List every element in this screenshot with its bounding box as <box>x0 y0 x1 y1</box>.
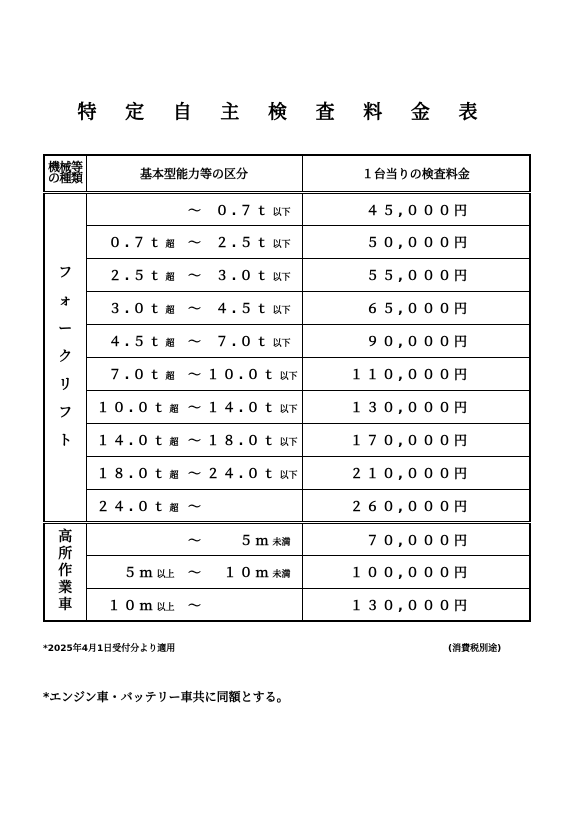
fee-amount: ９０,０００ <box>366 335 454 350</box>
table-header-row <box>44 155 530 192</box>
fee-cell <box>302 423 530 456</box>
category-aerial <box>44 522 86 621</box>
range-tilde: ～ <box>187 533 201 549</box>
range-upper <box>207 265 291 284</box>
range-lower <box>96 397 179 416</box>
same-fee-note: *エンジン車・バッテリー車共に同額とする。 <box>43 690 289 704</box>
range-upper <box>207 599 291 614</box>
capacity-range <box>87 496 302 515</box>
fee-yen: 円 <box>453 203 467 219</box>
table-row <box>44 192 530 225</box>
range-lower <box>96 496 179 515</box>
capacity-range-cell <box>86 522 302 555</box>
category-aerial-label <box>58 529 72 614</box>
category-char: ー <box>58 321 73 337</box>
table-row <box>44 324 530 357</box>
fee-amount: ２１０,０００ <box>350 467 454 482</box>
range-upper-unit: 以下 <box>279 471 298 481</box>
range-upper-unit: 未満 <box>272 537 291 548</box>
category-char: 業 <box>58 580 73 597</box>
fee-cell <box>302 291 530 324</box>
range-lower-value: １８.０ｔ <box>96 467 169 482</box>
range-tilde: ～ <box>187 401 201 416</box>
fee-amount: ２６０,０００ <box>350 499 454 515</box>
range-lower <box>96 430 179 449</box>
fee-yen: 円 <box>453 335 467 350</box>
fee-cell <box>302 555 530 588</box>
range-upper-unit: 以下 <box>272 339 291 349</box>
capacity-range <box>87 595 302 614</box>
capacity-range <box>87 430 302 449</box>
range-lower <box>97 364 175 383</box>
fee-amount: １７０,０００ <box>350 434 454 449</box>
header-machine-type-line2: の種類 <box>47 171 83 186</box>
fee-amount: １００,０００ <box>350 566 454 581</box>
table-row <box>44 456 530 489</box>
table-row <box>44 291 530 324</box>
capacity-range-cell <box>86 489 302 522</box>
table-row <box>44 390 530 423</box>
range-lower <box>96 463 179 482</box>
capacity-range <box>87 530 302 549</box>
range-upper <box>207 298 291 317</box>
range-lower-unit: 超 <box>165 372 175 382</box>
fee-table-body <box>44 192 530 621</box>
range-upper <box>207 232 291 251</box>
header-capacity-range: 基本型能力等の区分 <box>86 155 302 192</box>
range-tilde: ～ <box>187 499 201 515</box>
table-row <box>44 258 530 291</box>
fee-amount: １３０,０００ <box>350 401 454 416</box>
category-char: 作 <box>58 563 73 580</box>
range-lower-unit: 以上 <box>156 570 175 580</box>
capacity-range <box>87 200 302 219</box>
range-lower <box>97 232 175 251</box>
fee-cell <box>302 258 530 291</box>
capacity-range <box>87 232 302 251</box>
category-char: 高 <box>58 529 73 546</box>
range-upper-unit: 以下 <box>279 438 298 448</box>
fee-table <box>43 154 531 622</box>
range-upper <box>206 397 298 416</box>
range-lower-value: ２４.０ｔ <box>96 499 169 515</box>
capacity-range-cell <box>86 258 302 291</box>
category-char: 車 <box>58 597 73 614</box>
range-upper <box>206 463 298 482</box>
range-upper <box>207 562 291 581</box>
range-lower-unit: 以上 <box>156 602 175 613</box>
range-lower-value: ５ｍ <box>123 566 156 581</box>
range-lower <box>97 534 175 549</box>
range-upper-value: ３.０ｔ <box>215 269 272 284</box>
table-row <box>44 225 530 258</box>
range-lower-value: ７.０ｔ <box>108 368 165 383</box>
capacity-range-cell <box>86 588 302 621</box>
tax-note: (消費税別途) <box>448 644 502 654</box>
range-upper-unit: 以下 <box>279 405 298 415</box>
capacity-range <box>87 463 302 482</box>
range-lower-value: ０.７ｔ <box>108 236 165 251</box>
range-lower-unit: 超 <box>169 405 179 415</box>
range-lower-unit: 超 <box>165 306 175 316</box>
fee-amount: ６５,０００ <box>366 302 454 317</box>
category-forklift <box>44 192 86 522</box>
range-tilde: ～ <box>187 598 201 614</box>
fee-yen: 円 <box>453 598 467 614</box>
table-row <box>44 588 530 621</box>
fee-yen: 円 <box>453 368 467 383</box>
range-tilde: ～ <box>187 236 201 251</box>
range-upper-unit: 未満 <box>272 570 291 580</box>
range-lower <box>97 595 175 614</box>
range-lower-unit: 超 <box>165 339 175 349</box>
range-lower-value: １４.０ｔ <box>96 434 169 449</box>
range-upper-value: １４.０ｔ <box>206 401 279 416</box>
range-lower-value: ４.５ｔ <box>108 335 165 350</box>
range-tilde: ～ <box>187 467 201 482</box>
range-lower <box>97 204 175 219</box>
range-tilde: ～ <box>187 368 201 383</box>
range-upper-unit: 以下 <box>272 273 291 283</box>
range-tilde: ～ <box>187 203 201 219</box>
range-upper-value: １０.０ｔ <box>206 368 279 383</box>
category-char: ォ <box>58 293 73 309</box>
range-upper <box>206 364 298 383</box>
category-char: リ <box>58 377 73 393</box>
range-lower <box>97 331 175 350</box>
table-row <box>44 423 530 456</box>
capacity-range-cell <box>86 555 302 588</box>
category-char: ク <box>58 349 73 365</box>
capacity-range-cell <box>86 423 302 456</box>
fee-amount: ５５,０００ <box>366 269 454 284</box>
fee-yen: 円 <box>453 467 467 482</box>
range-upper-unit: 以下 <box>279 372 298 382</box>
capacity-range <box>87 331 302 350</box>
capacity-range <box>87 298 302 317</box>
range-tilde: ～ <box>187 566 201 581</box>
range-upper <box>206 430 298 449</box>
capacity-range <box>87 265 302 284</box>
range-tilde: ～ <box>187 434 201 449</box>
range-lower-value: ３.０ｔ <box>108 302 165 317</box>
range-lower <box>97 265 175 284</box>
range-upper-value: １８.０ｔ <box>206 434 279 449</box>
range-lower-value: １０.０ｔ <box>96 401 169 416</box>
fee-cell <box>302 324 530 357</box>
range-upper-value: ０.７ｔ <box>215 203 272 219</box>
fee-amount: ５０,０００ <box>366 236 454 251</box>
fee-amount: ７０,０００ <box>366 533 454 549</box>
fee-yen: 円 <box>453 566 467 581</box>
fee-yen: 円 <box>453 401 467 416</box>
range-tilde: ～ <box>187 269 201 284</box>
range-lower-unit: 超 <box>165 273 175 283</box>
fee-yen: 円 <box>453 499 467 515</box>
fee-yen: 円 <box>453 302 467 317</box>
range-upper-value: ４.５ｔ <box>215 302 272 317</box>
range-upper-unit: 以下 <box>272 207 291 218</box>
capacity-range-cell <box>86 225 302 258</box>
header-machine-type <box>44 155 86 192</box>
fee-cell <box>302 357 530 390</box>
range-lower-value: １０ｍ <box>107 598 156 614</box>
table-row <box>44 522 530 555</box>
range-upper-value: １０ｍ <box>223 566 272 581</box>
range-lower <box>97 298 175 317</box>
range-upper-value: ２４.０ｔ <box>206 467 279 482</box>
fee-amount: ４５,０００ <box>366 203 454 219</box>
fee-cell <box>302 522 530 555</box>
capacity-range-cell <box>86 390 302 423</box>
fee-cell <box>302 390 530 423</box>
range-lower-unit: 超 <box>165 240 175 250</box>
capacity-range <box>87 364 302 383</box>
category-char: 所 <box>58 546 73 563</box>
fee-yen: 円 <box>453 533 467 549</box>
fee-yen: 円 <box>453 269 467 284</box>
range-upper-unit: 以下 <box>272 306 291 316</box>
capacity-range-cell <box>86 324 302 357</box>
capacity-range-cell <box>86 456 302 489</box>
fee-amount: １３０,０００ <box>350 598 454 614</box>
category-char: フ <box>58 405 73 421</box>
capacity-range <box>87 562 302 581</box>
range-lower-unit: 超 <box>169 471 179 481</box>
fee-yen: 円 <box>453 236 467 251</box>
range-upper-value: ７.０ｔ <box>215 335 272 350</box>
range-lower <box>97 562 175 581</box>
range-tilde: ～ <box>187 335 201 350</box>
fee-cell <box>302 588 530 621</box>
range-upper-value: ２.５ｔ <box>215 236 272 251</box>
category-char: ト <box>58 433 73 449</box>
range-lower-value: ２.５ｔ <box>108 269 165 284</box>
table-row <box>44 357 530 390</box>
range-upper <box>207 200 291 219</box>
range-upper <box>207 530 291 549</box>
fee-cell <box>302 192 530 225</box>
table-row <box>44 489 530 522</box>
page-title: 特 定 自 主 検 査 料 金 表 <box>77 101 489 123</box>
fee-cell <box>302 225 530 258</box>
range-lower-unit: 超 <box>169 503 179 514</box>
effective-date-note: *2025年4月1日受付分より適用 <box>43 644 176 654</box>
range-upper <box>207 500 291 515</box>
range-tilde: ～ <box>187 302 201 317</box>
fee-yen: 円 <box>453 434 467 449</box>
header-machine-type-line1: 機械等 <box>47 160 83 175</box>
header-inspection-fee: １台当りの検査料金 <box>302 155 530 192</box>
range-upper-value: ５ｍ <box>239 533 272 549</box>
range-lower-unit: 超 <box>169 438 179 448</box>
fee-cell <box>302 456 530 489</box>
fee-cell <box>302 489 530 522</box>
capacity-range <box>87 397 302 416</box>
capacity-range-cell <box>86 192 302 225</box>
capacity-range-cell <box>86 291 302 324</box>
category-char: フ <box>58 265 73 281</box>
range-upper-unit: 以下 <box>272 240 291 250</box>
range-upper <box>207 331 291 350</box>
table-row <box>44 555 530 588</box>
capacity-range-cell <box>86 357 302 390</box>
category-forklift-label <box>58 259 72 455</box>
fee-amount: １１０,０００ <box>350 368 454 383</box>
